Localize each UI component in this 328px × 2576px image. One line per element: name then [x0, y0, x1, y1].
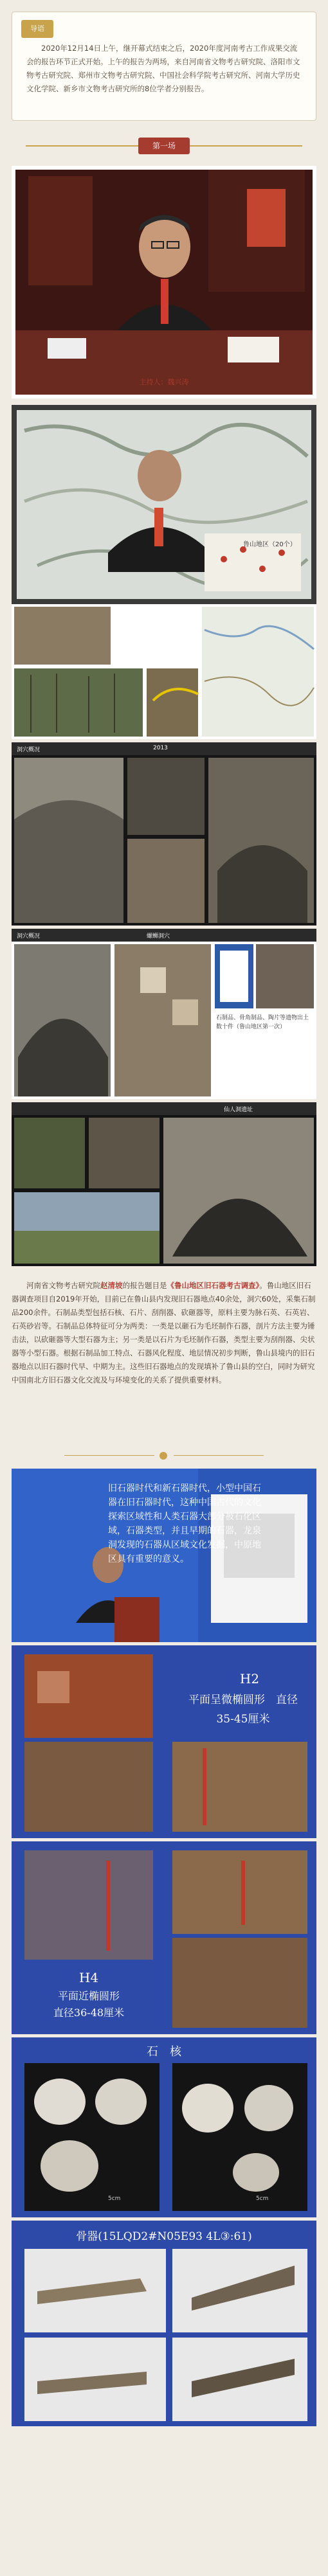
slide6-desc2: 35-45厘米 — [216, 1713, 270, 1726]
slide2-label-mid: 2013 — [153, 745, 168, 751]
slide-bone-tools — [12, 2221, 316, 2426]
section-header — [0, 136, 328, 156]
intro-card — [12, 12, 316, 121]
report1-text: 河南省文物考古研究院赵清坡的报告题目是《鲁山地区旧石器考古调查》。鲁山地区旧石器调查项目自2019年开始，目前已在鲁山县内发现旧石器地点40余处，洞穴60处，采集石制品200余件。石制品类型包括石核、石片、刮削器、砍砸器等，原料主要为脉石英、石英岩、石英砂岩等。石制品总体特征可分为两类：一类是以砸石为毛坯制作石器，剖片方法主要为锤击法，以砍砸器等大型石器为主；另一类是以石片为毛坯制作石器，类型主要为刮削器、尖状器等小型石器。根据石制品加工特点、石器风化程度、地层情况初步判断，鲁山县境内的旧石器地点以旧石器时代早、中期为主。这些旧石器地点的发现填补了鲁山县的空白，同时为研究中国南北方旧石器文化交流及与环境变化的关系了提供重要材料。 — [12, 1281, 316, 1384]
slide-speaker-map-image — [12, 405, 316, 604]
slide-caves-overview-image — [12, 742, 316, 926]
slide-stone-cores-image — [12, 2037, 316, 2217]
slide-stone-cores — [12, 2037, 316, 2217]
slide8-scale-left: 5cm — [108, 2196, 121, 2202]
slide-h4 — [12, 1841, 316, 2034]
slide-speaker-two — [12, 1469, 316, 1642]
section-divider — [0, 1449, 328, 1462]
slide-bone-tools-image — [12, 2221, 316, 2426]
slide8-scale-right: 5cm — [256, 2196, 269, 2202]
slide-caves-overview — [12, 742, 316, 926]
slide8-title: 石 核 — [147, 2045, 181, 2059]
slide9-title: 骨器(15LQD2#N05E93 4L③:61) — [76, 2230, 252, 2243]
slide-terrain — [12, 604, 316, 739]
host-photo-image — [15, 170, 313, 395]
slide3-note: 石制品、骨角制品、陶片等遗物出土数十件（鲁山地区第一次） — [216, 1015, 309, 1030]
intro-text: 2020年12月14日上午，继开幕式结束之后，2020年度河南考古工作成果交流会的报告环节正式开始。上午的报告为两场，来自河南省文物考古研究院、洛阳市文物考古研究院、郑州市文物考古研究院、中国社会科学院考古研究所、河南大学历史文化学院、新乡市文物考古研究所的8位学者分别报告。 — [26, 44, 300, 93]
slide-immortal-cave — [12, 1102, 316, 1266]
intro-tag: 导语 — [21, 20, 53, 38]
slide3-label-mid: 螺蛳洞穴 — [147, 933, 170, 940]
slide2-label-left: 洞穴概况 — [17, 747, 41, 753]
slide-immortal-cave-image — [12, 1102, 316, 1266]
slide-terrain-image — [12, 604, 316, 739]
slide6-title: H2 — [239, 1671, 260, 1686]
host-photo — [12, 166, 316, 398]
slide7-desc1: 平面近椭圆形 — [57, 1990, 120, 2002]
slide7-title: H4 — [78, 1970, 99, 1985]
section-label: 第一场 — [138, 138, 190, 154]
slide-cave-artifacts — [12, 929, 316, 1099]
slide6-desc1: 平面呈微椭圆形 直径 — [188, 1694, 298, 1706]
slide5-screen-text: 旧石器时代和新石器时代，小型中国石器在旧石器时代，这种中国古代的文化探索区域性和人类石器大部分被石化区域，石器类型，并且早期的石器，龙泉洞发现的石器从区域文化发掘，中原地区具有重要的意义。 — [108, 1483, 261, 1564]
host-caption: 主持人：魏兴涛 — [139, 378, 189, 386]
slide4-label: 仙人洞遗址 — [224, 1107, 253, 1113]
slide3-label-left: 洞穴概况 — [17, 933, 41, 940]
slide-h2 — [12, 1645, 316, 1838]
slide-speaker-map — [12, 405, 316, 604]
slide7-desc2: 直径36-48厘米 — [53, 2007, 125, 2019]
slide1-map-title: 鲁山地区（20个） — [243, 541, 296, 548]
